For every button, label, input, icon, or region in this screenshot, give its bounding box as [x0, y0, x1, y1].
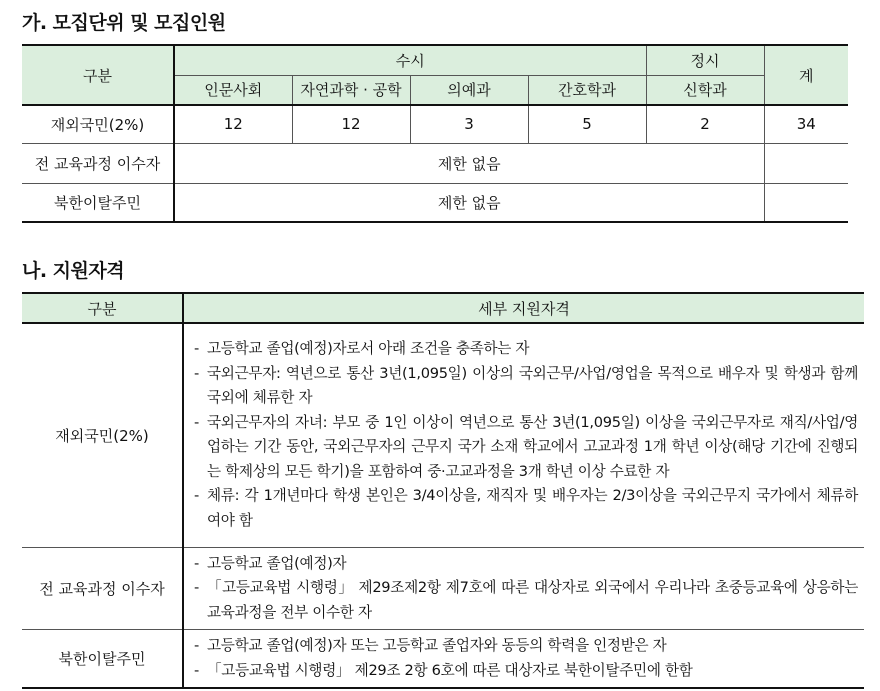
quota-total-value: 34	[764, 105, 848, 143]
row-label: 재외국민(2%)	[22, 323, 183, 547]
list-item: - 「고등교육법 시행령」 제29조제2항 제7호에 따른 대상자로 외국에서 우리나라 초중등교육에 상응하는 교육과정을 전부 이수한 자	[194, 579, 858, 621]
table-row	[22, 105, 848, 143]
quota-value: 12	[292, 105, 410, 143]
quota-total-empty	[764, 183, 848, 222]
quota-no-limit: 제한 없음	[174, 183, 764, 222]
list-item: - 고등학교 졸업(예정)자	[194, 554, 347, 572]
recruitment-quota-table	[22, 44, 848, 223]
table-row	[22, 547, 864, 630]
list-item: - 체류: 각 1개년마다 학생 본인은 3/4이상을, 재직자 및 배우자는 2/3이상을 국외근무지 국가에서 체류하여야 함	[194, 487, 858, 529]
quota-no-limit: 제한 없음	[174, 143, 764, 183]
eligibility-detail	[183, 323, 864, 547]
quota-unit-theology: 신학과	[646, 75, 764, 105]
quota-value: 5	[528, 105, 646, 143]
quota-total-empty	[764, 143, 848, 183]
quota-header-total: 계	[764, 45, 848, 105]
quota-header-category: 구분	[22, 45, 174, 105]
quota-unit-humanities: 인문사회	[174, 75, 292, 105]
row-label: 북한이탈주민	[22, 183, 174, 222]
quota-unit-nursing: 간호학과	[528, 75, 646, 105]
row-label: 북한이탈주민	[22, 630, 183, 689]
eligibility-header-detail: 세부 지원자격	[183, 293, 864, 323]
section-b-title: 나. 지원자격	[22, 260, 125, 282]
section-a-title: 가. 모집단위 및 모집인원	[22, 12, 226, 34]
list-item: - 고등학교 졸업(예정)자로서 아래 조건을 충족하는 자	[194, 340, 530, 358]
quota-value: 3	[410, 105, 528, 143]
row-label: 전 교육과정 이수자	[22, 547, 183, 630]
table-row	[22, 183, 848, 222]
quota-header-jeongsi: 정시	[646, 45, 764, 75]
table-row	[22, 630, 864, 689]
list-item: - 국외근무자: 역년으로 통산 3년(1,095일) 이상의 국외근무/사업/영업을 목적으로 배우자 및 학생과 함께 국외에 체류한 자	[194, 364, 858, 407]
eligibility-detail	[183, 547, 864, 630]
quota-unit-science: 자연과학 · 공학	[292, 75, 410, 105]
row-label: 전 교육과정 이수자	[22, 143, 174, 183]
table-row	[22, 143, 848, 183]
quota-header-susi: 수시	[174, 45, 646, 75]
eligibility-detail	[183, 630, 864, 689]
quota-value: 12	[174, 105, 292, 143]
list-item: - 고등학교 졸업(예정)자 또는 고등학교 졸업자와 동등의 학력을 인정받은 자	[194, 637, 667, 654]
quota-value: 2	[646, 105, 764, 143]
list-item: - 「고등교육법 시행령」 제29조 2항 6호에 따른 대상자로 북한이탈주민에 한함	[194, 661, 693, 679]
eligibility-table	[22, 292, 864, 689]
quota-unit-medicine: 의예과	[410, 75, 528, 105]
list-item: - 국외근무자의 자녀: 부모 중 1인 이상이 역년으로 통산 3년(1,095일) 이상을 국외근무자로 재직/사업/영업하는 기간 동안, 국외근무자의 근무지 국가 소재 학교에서 고교과정 1개 학년 이상(해당 기간에 진행되는 학제상의 모든 학기)을 포함하여 중·고교과정을 3개 학년 이상 수료한 자	[194, 413, 859, 480]
row-label: 재외국민(2%)	[22, 105, 174, 143]
table-row	[22, 323, 864, 547]
eligibility-header-category: 구분	[22, 293, 183, 323]
